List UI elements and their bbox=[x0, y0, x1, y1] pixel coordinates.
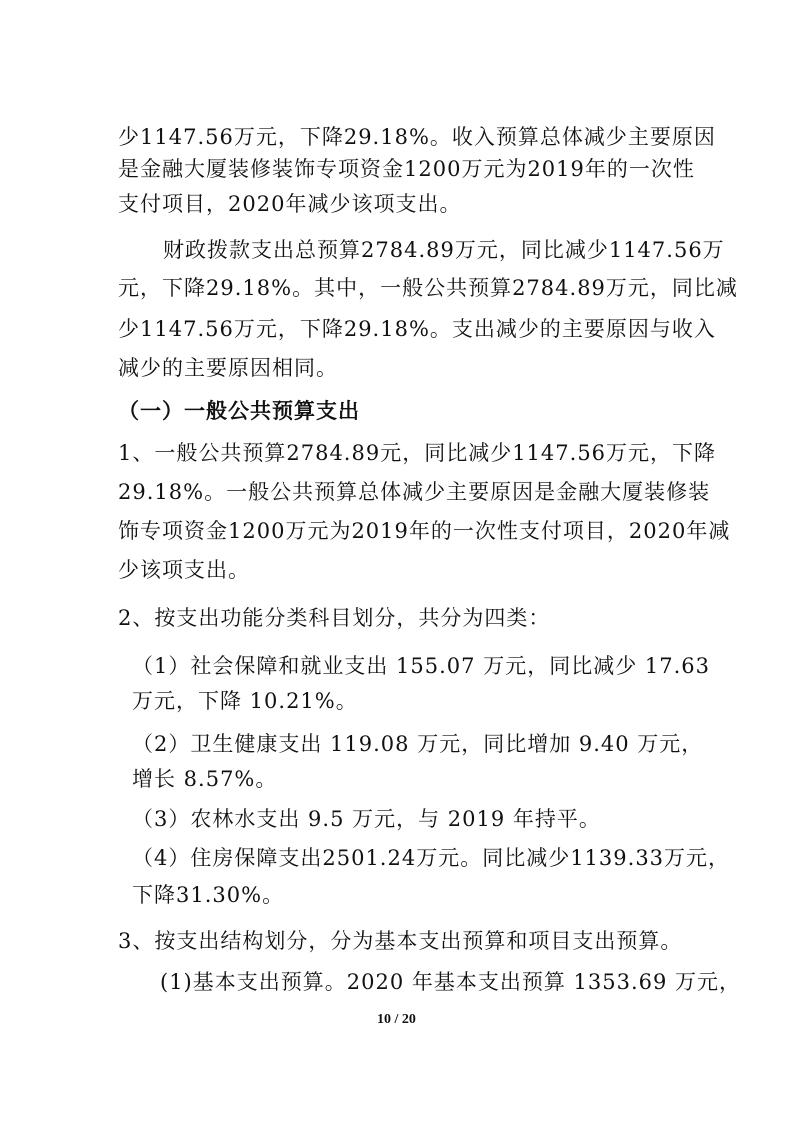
paragraph-line: 少该项支出。 bbox=[118, 558, 250, 582]
list-item-line: (1)基本支出预算。2020 年基本支出预算 1353.69 万元， bbox=[160, 970, 742, 994]
list-item-line: （3）农林水支出 9.5 万元，与 2019 年持平。 bbox=[132, 807, 601, 831]
list-item-line: 增长 8.57%。 bbox=[132, 767, 278, 791]
paragraph-line: 支付项目，2020年减少该项支出。 bbox=[118, 192, 462, 216]
page-number: 10 / 20 bbox=[377, 1012, 416, 1027]
section-heading: （一）一般公共预算支出 bbox=[118, 399, 360, 423]
list-item-line: （2）卫生健康支出 119.08 万元，同比增加 9.40 万元， bbox=[132, 732, 704, 756]
list-item-line: （4）住房保障支出2501.24万元。同比减少1139.33万元， bbox=[132, 846, 731, 870]
paragraph-line: 3、按支出结构划分，分为基本支出预算和项目支出预算。 bbox=[118, 929, 683, 953]
list-item-line: （1）社会保障和就业支出 155.07 万元，同比减少 17.63 bbox=[132, 654, 710, 678]
paragraph-line: 少1147.56万元，下降29.18%。支出减少的主要原因与收入 bbox=[118, 317, 716, 341]
paragraph-line: 元，下降29.18%。其中，一般公共预算2784.89万元，同比减 bbox=[118, 276, 738, 300]
paragraph-line: 29.18%。一般公共预算总体减少主要原因是金融大厦装修装 bbox=[118, 480, 711, 504]
paragraph-line: 饰专项资金1200万元为2019年的一次性支付项目，2020年减 bbox=[118, 519, 731, 543]
paragraph-line: 是金融大厦装修装饰专项资金1200万元为2019年的一次性 bbox=[118, 157, 695, 181]
list-item-line: 下降31.30%。 bbox=[132, 883, 285, 907]
paragraph-line: 减少的主要原因相同。 bbox=[118, 356, 338, 380]
paragraph-line: 少1147.56万元，下降29.18%。收入预算总体减少主要原因 bbox=[118, 125, 716, 149]
list-item-line: 万元，下降 10.21%。 bbox=[132, 689, 358, 713]
paragraph-line: 1、一般公共预算2784.89元，同比减少1147.56万元，下降 bbox=[118, 441, 717, 465]
paragraph-line: 财政拨款支出总预算2784.89万元，同比减少1147.56万 bbox=[163, 238, 725, 262]
paragraph-line: 2、按支出功能分类科目划分，共分为四类： bbox=[118, 606, 551, 630]
